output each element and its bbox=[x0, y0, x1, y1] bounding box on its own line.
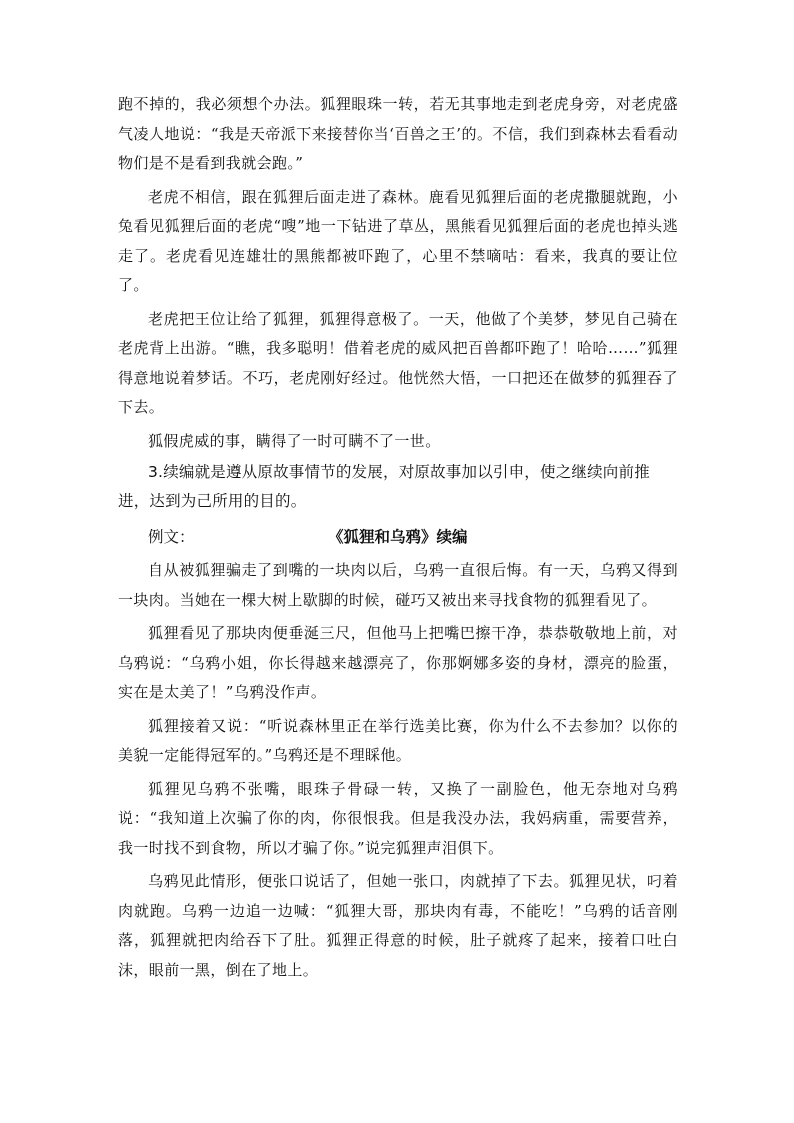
story-paragraph: 跑不掉的，我必须想个办法。狐狸眼珠一转，若无其事地走到老虎身旁，对老虎盛气凌人地说：“我是天帝派下来接替你当‘百兽之王’的。不信，我们到森林去看看动物们是不是看到我就会跑。” bbox=[118, 95, 678, 172]
document-body bbox=[118, 90, 678, 985]
story-paragraph: 自从被狐狸骗走了到嘴的一块肉以后，乌鸦一直很后悔。有一天，乌鸦又得到一块肉。当她在一棵大树上歇脚的时候，碰巧又被出来寻找食物的狐狸看见了。 bbox=[118, 561, 678, 609]
story-paragraph: 老虎把王位让给了狐狸，狐狸得意极了。一天，他做了个美梦，梦见自己骑在老虎背上出游。“瞧，我多聪明！借着老虎的威风把百兽都吓跑了！哈哈……”狐狸得意地说着梦话。不巧，老虎刚好经过。他恍然大悟，一口把还在做梦的狐狸吞了下去。 bbox=[118, 309, 678, 416]
story-paragraph: 乌鸦见此情形，便张口说话了，但她一张口，肉就掉了下去。狐狸见状，叼着肉就跑。乌鸦一边追一边喊：“狐狸大哥，那块肉有毒，不能吃！”乌鸦的话音刚落，狐狸就把肉给吞下了肚。狐狸正得意的时候，肚子就疼了起来，接着口吐白沫，眼前一黑，倒在了地上。 bbox=[118, 872, 678, 979]
section-heading-continuation: 3.续编就是遵从原故事情节的发展，对原故事加以引申，使之继续向前推进，达到为己所用的目的。 bbox=[118, 463, 650, 510]
example-heading bbox=[118, 522, 678, 552]
story-paragraph: 狐狸见乌鸦不张嘴，眼珠子骨碌一转，又换了一副脸色，他无奈地对乌鸦说：“我知道上次骗了你的肉，你很恨我。但是我没办法，我妈病重，需要营养，我一时找不到食物，所以才骗了你。”说完狐狸声泪俱下。 bbox=[118, 779, 678, 857]
example-label: 例文： bbox=[148, 528, 195, 546]
story-paragraph: 狐狸接着又说：“听说森林里正在举行选美比赛，你为什么不去参加？以你的美貌一定能得冠军的。”乌鸦还是不理睬他。 bbox=[118, 716, 678, 764]
story-paragraph: 老虎不相信，跟在狐狸后面走进了森林。鹿看见狐狸后面的老虎撒腿就跑，小兔看见狐狸后面的老虎“嗖”地一下钻进了草丛，黑熊看见狐狸后面的老虎也掉头逃走了。老虎看见连雄壮的黑熊都被吓跑了，心里不禁嘀咕：看来，我真的要让位了。 bbox=[118, 187, 678, 294]
example-title: 《狐狸和乌鸦》续编 bbox=[328, 528, 468, 546]
story-moral: 狐假虎威的事，瞒得了一时可瞒不了一世。 bbox=[148, 431, 441, 450]
story-paragraph: 狐狸看见了那块肉便垂涎三尺，但他马上把嘴巴擦干净，恭恭敬敬地上前，对乌鸦说：“乌鸦小姐，你长得越来越漂亮了，你那婀娜多姿的身材，漂亮的脸蛋，实在是太美了！”乌鸦没作声。 bbox=[118, 624, 678, 701]
